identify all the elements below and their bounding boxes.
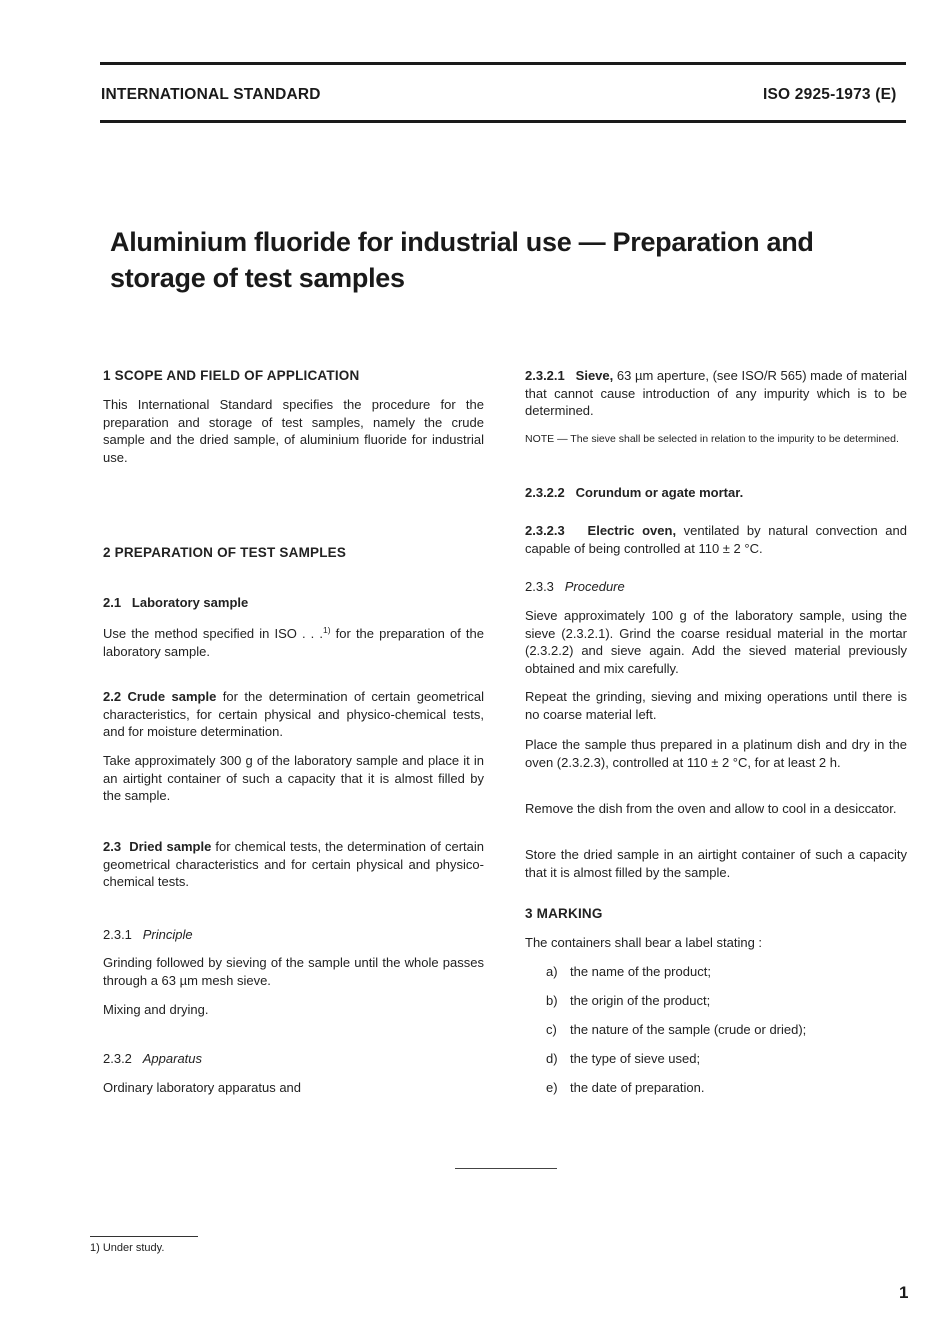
section-2-3-1-title: Principle [142, 927, 193, 942]
section-2-1-body: Use the method specified in ISO . . .$^{1)}$ for the preparation of the laboratory sample. [103, 625, 485, 659]
section-2-1-number: 2.1 [103, 595, 122, 610]
section-2-3-2-3-number: 2.3.2.3 [525, 523, 565, 538]
procedure-para-2: Repeat the grinding, sieving and mixing operations until there is no coarse material left. [525, 689, 907, 722]
section-2-3-1-para-2: Mixing and drying. [103, 1002, 209, 1017]
section-2-3-1-number: 2.3.1 [103, 927, 132, 942]
title-line-2: storage of test samples [110, 263, 405, 293]
section-2-3-paragraph: 2.3 Dried sample for chemical tests, the determination of certain geometrical characteristics and for certain physical and physico-chemical tests. [103, 839, 485, 889]
section-2-3-2-2-number: 2.3.2.2 [525, 485, 565, 500]
section-2-2-para-2: Take approximately 300 g of the laboratory sample and place it in an airtight container of such a capacity that it is almost filled by the sample. [103, 753, 484, 803]
title-line-1: Aluminium fluoride for industrial use — Preparation and [110, 227, 814, 257]
section-2-3-3-number: 2.3.3 [525, 579, 554, 594]
section-2-3-3-title: Procedure [564, 579, 625, 594]
marking-list-item: c) the nature of the sample (crude or dried); [546, 1022, 807, 1037]
section-2-3-2-body: Ordinary laboratory apparatus and [103, 1080, 302, 1095]
header-top-rule [100, 62, 906, 65]
section-2-2-title: Crude sample [127, 689, 217, 704]
procedure-para-3: Place the sample thus prepared in a platinum dish and dry in the oven (2.3.2.3), controlled at 110 ± 2 °C, for at least 2 h. [525, 737, 907, 770]
section-2-heading: 2 PREPARATION OF TEST SAMPLES [103, 545, 347, 560]
header-document-id: ISO 2925-1973 (E) [763, 86, 897, 103]
footnote-ref[interactable]: 1) [323, 625, 331, 635]
header-standard-label: INTERNATIONAL STANDARD [101, 86, 321, 103]
procedure-para-1: Sieve approximately 100 g of the laboratory sample, using the sieve (2.3.2.1). Grind the coarse residual material in the mortar (2.3.2.2) and sieve again. Add the sieved material previously obtained and mix carefully. [525, 608, 907, 676]
section-3-heading: 3 MARKING [525, 906, 603, 921]
procedure-para-4: Remove the dish from the oven and allow to cool in a desiccator. [525, 801, 897, 816]
marking-list-item: e) the date of preparation. [546, 1080, 705, 1095]
section-2-3-2-1-paragraph: 2.3.2.1 Sieve, 63 µm aperture, (see ISO/R 565) made of material that cannot cause introduction of any impurity which is to be determined. [525, 368, 907, 418]
header-bottom-rule [100, 120, 906, 123]
section-2-3-3-heading [525, 578, 907, 596]
section-2-1-title: Laboratory sample [131, 595, 249, 610]
page-title [110, 224, 870, 296]
section-2-3-number: 2.3 [103, 839, 122, 854]
section-2-3-1-heading [103, 926, 484, 944]
marking-list-item: a) the name of the product; [546, 964, 711, 979]
section-2-3-2-2-heading [525, 484, 907, 502]
section-1-heading: 1 SCOPE AND FIELD OF APPLICATION [103, 368, 360, 383]
marking-list-item: d) the type of sieve used; [546, 1051, 701, 1066]
section-2-3-2-3-paragraph: 2.3.2.3 Electric oven, ventilated by natural convection and capable of being controlled at 110 ± 2 °C. [525, 523, 908, 556]
section-2-3-1-para-1: Grinding followed by sieving of the sample until the whole passes through a 63 µm mesh sieve. [103, 955, 484, 988]
section-2-3-2-title: Apparatus [142, 1051, 203, 1066]
end-separator [455, 1168, 557, 1169]
section-2-3-2-heading [103, 1050, 484, 1068]
section-1-body: This International Standard specifies the procedure for the preparation and storage of test samples, namely the crude sample and the dried sample, of aluminium fluoride for industrial use. [103, 397, 484, 465]
footnote: 1) Under study. [90, 1242, 165, 1254]
footnote-rule [90, 1236, 198, 1237]
section-2-3-2-1-title: Sieve, [575, 368, 614, 383]
section-3-intro: The containers shall bear a label stating : [525, 935, 763, 950]
page-number: 1 [899, 1283, 909, 1302]
section-2-3-2-number: 2.3.2 [103, 1051, 132, 1066]
section-2-3-2-2-title: Corundum or agate mortar. [575, 485, 744, 500]
marking-list-item: b) the origin of the product; [546, 993, 711, 1008]
section-2-3-2-1-number: 2.3.2.1 [525, 368, 565, 383]
section-2-2-paragraph: 2.2 Crude sample for the determination of certain geometrical characteristics, for certain physical and physico-chemical tests, and for moisture determination. [103, 689, 484, 739]
procedure-para-5: Store the dried sample in an airtight container of such a capacity that it is almost filled by the sample. [525, 847, 907, 880]
sieve-note: NOTE — The sieve shall be selected in relation to the impurity to be determined. [525, 433, 899, 445]
section-2-3-title: Dried sample [129, 839, 212, 854]
section-2-2-number: 2.2 [103, 689, 122, 704]
section-2-1-heading [103, 594, 484, 612]
section-2-3-2-3-title: Electric oven, [587, 523, 677, 538]
